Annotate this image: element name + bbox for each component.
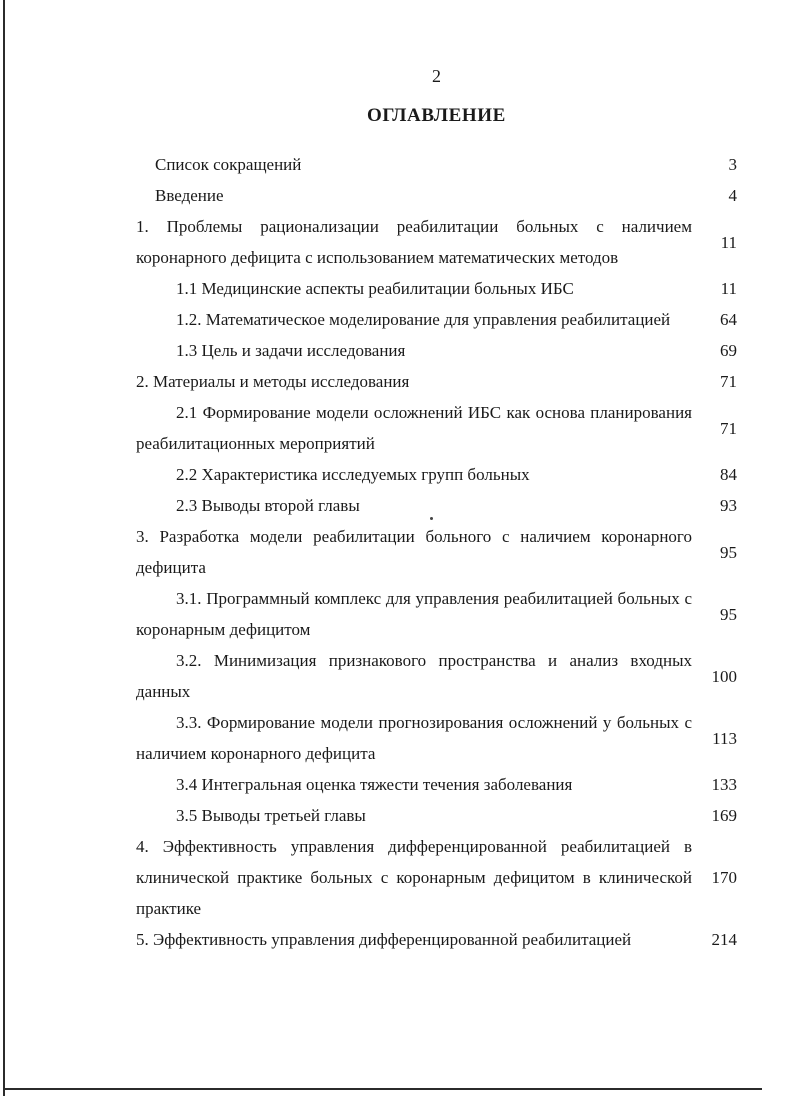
toc-entry-title: 3.5 Выводы третьей главы	[176, 806, 366, 825]
toc-entry-page: 11	[720, 232, 737, 252]
toc-entry-title: Список сокращений	[155, 155, 302, 174]
toc-entry	[136, 800, 737, 831]
toc-entry	[136, 180, 737, 211]
toc-entry-page: 4	[728, 186, 737, 205]
toc-entry-title: 3.1. Программный комплекс для управления реабилитацией больных с коронарным дефицитом	[136, 589, 692, 639]
toc-entry-title: 3.2. Минимизация признакового пространства и анализ входных данных	[136, 651, 692, 701]
toc-entry-title: 3.4 Интегральная оценка тяжести течения заболевания	[176, 775, 573, 794]
toc-entry-page: 95	[720, 542, 737, 562]
page-number: 2	[432, 66, 441, 86]
toc-entry-page: 84	[720, 465, 737, 484]
toc-entry-title: 3.3. Формирование модели прогнозирования осложнений у больных с наличием коронарного дефицита	[136, 713, 692, 763]
toc-entry-title: 1.3 Цель и задачи исследования	[176, 341, 406, 360]
toc-entry	[136, 769, 737, 800]
toc-entry-title: 1. Проблемы рационализации реабилитации больных с наличием коронарного дефицита с использованием математических методов	[136, 217, 692, 267]
toc-entry-page: 71	[720, 372, 737, 391]
toc-entry	[136, 459, 737, 490]
toc-entry-page: 170	[711, 868, 737, 887]
toc-entry-title: 3. Разработка модели реабилитации больного с наличием коронарного дефицита	[136, 527, 692, 577]
toc-entry-title: 2.2 Характеристика исследуемых групп больных	[176, 465, 530, 484]
toc-entry-page: 3	[728, 155, 737, 174]
toc-entry-page: 113	[712, 728, 737, 748]
toc-entry-page: 133	[711, 775, 737, 794]
toc-entry	[136, 924, 737, 955]
toc-entry-page: 214	[711, 930, 737, 949]
toc-entry	[136, 583, 737, 645]
toc-entry	[136, 366, 737, 397]
toc-entry-page: 169	[711, 806, 737, 825]
toc-entry-title: Введение	[155, 186, 224, 205]
toc-entry-page: 95	[720, 604, 737, 624]
toc-list	[136, 149, 737, 955]
toc-entry	[136, 304, 737, 335]
toc-entry	[136, 707, 737, 769]
toc-entry	[136, 645, 737, 707]
toc-entry-title: 4. Эффективность управления дифференцированной реабилитацией в клинической практике больных с коронарным дефицитом в клинической практике	[136, 837, 692, 918]
toc-entry-page: 71	[720, 418, 737, 438]
toc-entry	[136, 831, 737, 924]
toc-entry	[136, 149, 737, 180]
toc-entry-title: 2.3 Выводы второй главы	[176, 496, 360, 515]
toc-entry-title: 1.2. Математическое моделирование для управления реабилитацией	[176, 310, 671, 329]
toc-entry	[136, 273, 737, 304]
toc-entry-page: 64	[720, 310, 737, 329]
page-title: ОГЛАВЛЕНИЕ	[367, 105, 506, 126]
toc-entry-title: 1.1 Медицинские аспекты реабилитации больных ИБС	[176, 279, 574, 298]
scan-edge-left	[3, 0, 5, 1096]
toc-entry	[136, 335, 737, 366]
toc-entry	[136, 521, 737, 583]
page-content	[136, 66, 737, 955]
toc-entry	[136, 211, 737, 273]
toc-entry-page: 93	[720, 496, 737, 515]
toc-entry	[136, 490, 737, 521]
toc-entry-title: 2.1 Формирование модели осложнений ИБС как основа планирования реабилитационных мероприятий	[136, 403, 692, 453]
toc-entry-title: 5. Эффективность управления дифференцированной реабилитацией	[136, 930, 632, 949]
toc-entry-page: 69	[720, 341, 737, 360]
toc-entry-page: 11	[720, 279, 737, 298]
toc-entry-title: 2. Материалы и методы исследования	[136, 372, 410, 391]
toc-entry	[136, 397, 737, 459]
toc-entry-page: 100	[711, 666, 737, 686]
scan-edge-bottom	[4, 1088, 762, 1090]
